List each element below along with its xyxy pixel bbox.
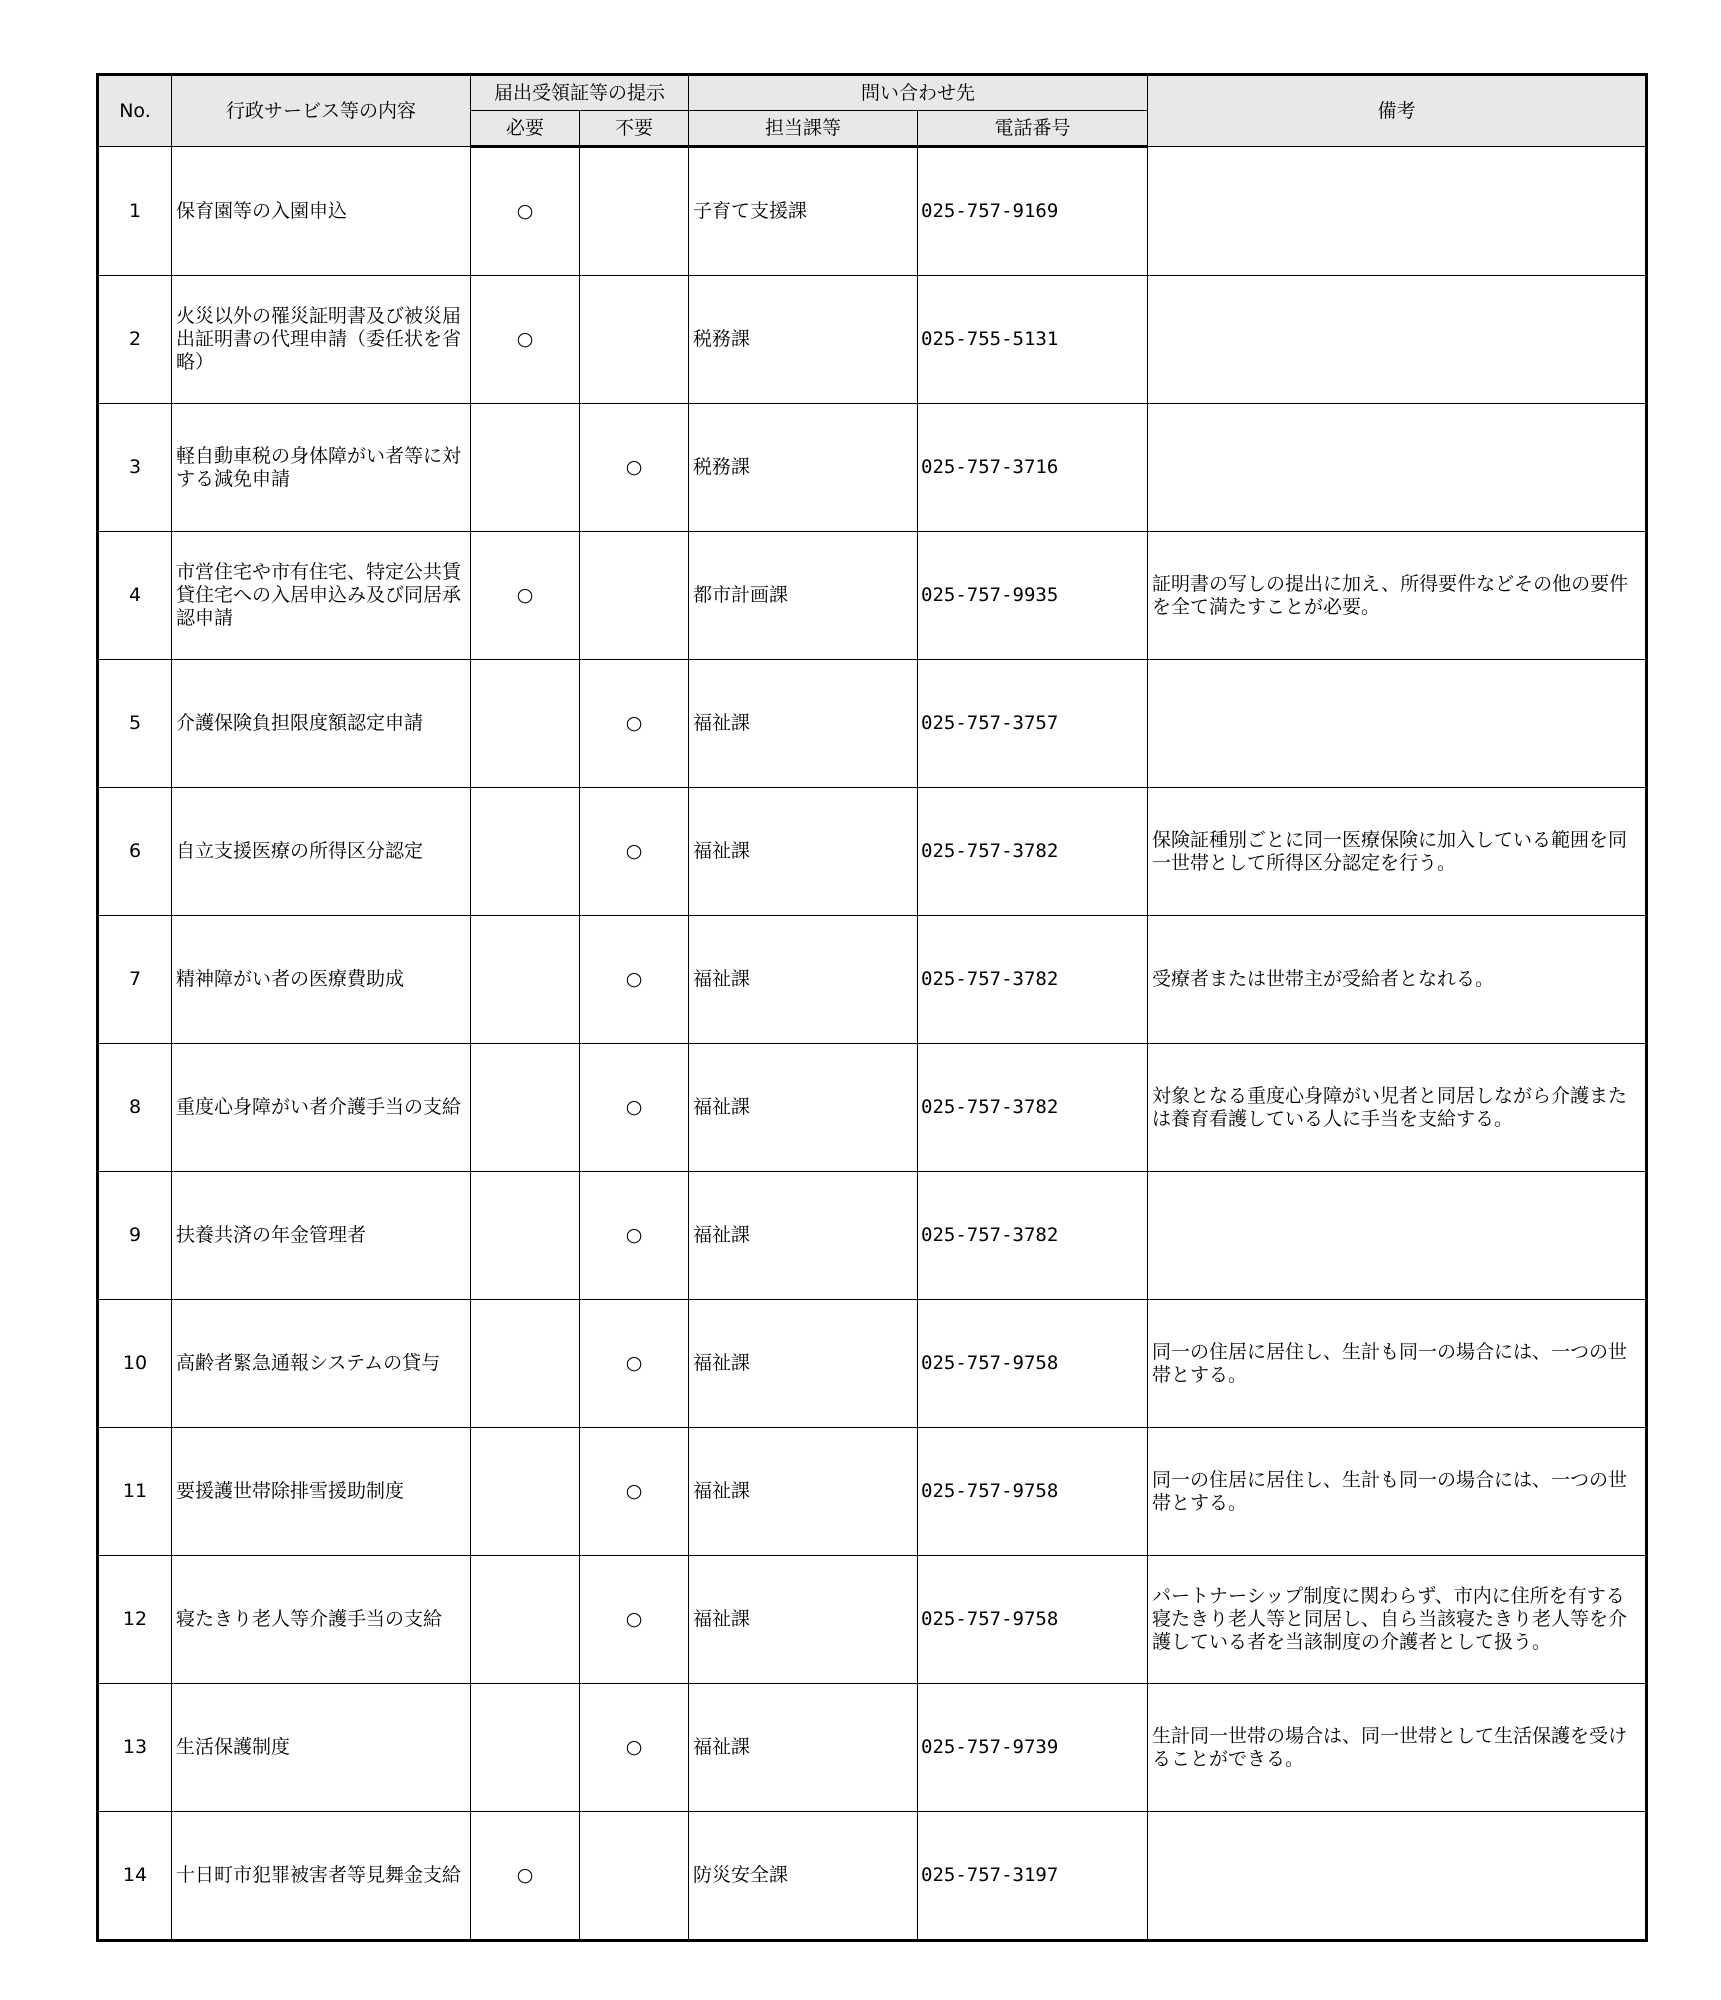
not-required-mark [580, 532, 689, 660]
phone-number: 025-757-9758 [918, 1300, 1148, 1428]
department: 福祉課 [689, 1684, 918, 1812]
not-required-mark: ○ [580, 1556, 689, 1684]
table-row [98, 1684, 1647, 1812]
remarks [1148, 404, 1647, 532]
not-required-mark: ○ [580, 404, 689, 532]
service-name: 軽自動車税の身体障がい者等に対する減免申請 [172, 404, 471, 532]
required-mark [471, 916, 580, 1044]
remarks: 証明書の写しの提出に加え、所得要件などその他の要件を全て満たすことが必要。 [1148, 532, 1647, 660]
department: 福祉課 [689, 1300, 918, 1428]
table-row [98, 276, 1647, 404]
required-mark [471, 1172, 580, 1300]
department: 子育て支援課 [689, 147, 918, 276]
not-required-mark: ○ [580, 1044, 689, 1172]
service-name: 保育園等の入園申込 [172, 147, 471, 276]
not-required-mark [580, 147, 689, 276]
required-mark [471, 1556, 580, 1684]
department: 福祉課 [689, 788, 918, 916]
required-mark: ○ [471, 532, 580, 660]
table-row [98, 1812, 1647, 1941]
remarks: 同一の住居に居住し、生計も同一の場合には、一つの世帯とする。 [1148, 1300, 1647, 1428]
phone-number: 025-757-9169 [918, 147, 1148, 276]
department: 福祉課 [689, 916, 918, 1044]
header-required: 必要 [471, 111, 580, 147]
remarks: 同一の住居に居住し、生計も同一の場合には、一つの世帯とする。 [1148, 1428, 1647, 1556]
header-department: 担当課等 [689, 111, 918, 147]
service-name: 扶養共済の年金管理者 [172, 1172, 471, 1300]
row-number: 11 [98, 1428, 172, 1556]
required-mark: ○ [471, 276, 580, 404]
phone-number: 025-757-3782 [918, 916, 1148, 1044]
phone-number: 025-755-5131 [918, 276, 1148, 404]
phone-number: 025-757-9758 [918, 1556, 1148, 1684]
row-number: 12 [98, 1556, 172, 1684]
table-row [98, 1556, 1647, 1684]
service-name: 十日町市犯罪被害者等見舞金支給 [172, 1812, 471, 1941]
row-number: 8 [98, 1044, 172, 1172]
table-row [98, 1044, 1647, 1172]
service-name: 寝たきり老人等介護手当の支給 [172, 1556, 471, 1684]
required-mark [471, 1428, 580, 1556]
remarks [1148, 1812, 1647, 1941]
table-row [98, 1300, 1647, 1428]
service-name: 精神障がい者の医療費助成 [172, 916, 471, 1044]
required-mark [471, 404, 580, 532]
row-number: 4 [98, 532, 172, 660]
phone-number: 025-757-9739 [918, 1684, 1148, 1812]
row-number: 9 [98, 1172, 172, 1300]
remarks [1148, 147, 1647, 276]
header-not-required: 不要 [580, 111, 689, 147]
not-required-mark [580, 276, 689, 404]
services-table [96, 73, 1648, 1942]
phone-number: 025-757-3782 [918, 1044, 1148, 1172]
phone-number: 025-757-3197 [918, 1812, 1148, 1941]
remarks [1148, 1172, 1647, 1300]
row-number: 5 [98, 660, 172, 788]
row-number: 2 [98, 276, 172, 404]
not-required-mark: ○ [580, 660, 689, 788]
row-number: 14 [98, 1812, 172, 1941]
not-required-mark [580, 1812, 689, 1941]
phone-number: 025-757-3782 [918, 1172, 1148, 1300]
department: 福祉課 [689, 660, 918, 788]
required-mark [471, 788, 580, 916]
service-name: 自立支援医療の所得区分認定 [172, 788, 471, 916]
header-service: 行政サービス等の内容 [172, 75, 471, 147]
table-row [98, 788, 1647, 916]
phone-number: 025-757-9935 [918, 532, 1148, 660]
row-number: 10 [98, 1300, 172, 1428]
table-row [98, 1428, 1647, 1556]
phone-number: 025-757-3757 [918, 660, 1148, 788]
table-row [98, 1172, 1647, 1300]
service-name: 生活保護制度 [172, 1684, 471, 1812]
table-row [98, 916, 1647, 1044]
department: 福祉課 [689, 1556, 918, 1684]
remarks: 保険証種別ごとに同一医療保険に加入している範囲を同一世帯として所得区分認定を行う。 [1148, 788, 1647, 916]
header-presentation: 届出受領証等の提示 [471, 75, 689, 111]
service-name: 介護保険負担限度額認定申請 [172, 660, 471, 788]
row-number: 6 [98, 788, 172, 916]
required-mark: ○ [471, 147, 580, 276]
remarks [1148, 276, 1647, 404]
phone-number: 025-757-9758 [918, 1428, 1148, 1556]
required-mark [471, 1300, 580, 1428]
not-required-mark: ○ [580, 1684, 689, 1812]
remarks [1148, 660, 1647, 788]
remarks: 生計同一世帯の場合は、同一世帯として生活保護を受けることができる。 [1148, 1684, 1647, 1812]
department: 税務課 [689, 404, 918, 532]
phone-number: 025-757-3716 [918, 404, 1148, 532]
remarks: 対象となる重度心身障がい児者と同居しながら介護または養育看護している人に手当を支給する。 [1148, 1044, 1647, 1172]
not-required-mark: ○ [580, 1428, 689, 1556]
required-mark [471, 1044, 580, 1172]
row-number: 13 [98, 1684, 172, 1812]
row-number: 1 [98, 147, 172, 276]
department: 都市計画課 [689, 532, 918, 660]
phone-number: 025-757-3782 [918, 788, 1148, 916]
required-mark: ○ [471, 1812, 580, 1941]
not-required-mark: ○ [580, 788, 689, 916]
service-name: 高齢者緊急通報システムの貸与 [172, 1300, 471, 1428]
required-mark [471, 1684, 580, 1812]
table-row [98, 404, 1647, 532]
not-required-mark: ○ [580, 916, 689, 1044]
service-name: 要援護世帯除排雪援助制度 [172, 1428, 471, 1556]
header-remarks: 備考 [1148, 75, 1647, 147]
header-phone: 電話番号 [918, 111, 1148, 147]
required-mark [471, 660, 580, 788]
not-required-mark: ○ [580, 1300, 689, 1428]
service-name: 火災以外の罹災証明書及び被災届出証明書の代理申請（委任状を省略） [172, 276, 471, 404]
row-number: 3 [98, 404, 172, 532]
header-no: No. [98, 75, 172, 147]
header-contact: 問い合わせ先 [689, 75, 1148, 111]
remarks: 受療者または世帯主が受給者となれる。 [1148, 916, 1647, 1044]
row-number: 7 [98, 916, 172, 1044]
department: 福祉課 [689, 1428, 918, 1556]
remarks: パートナーシップ制度に関わらず、市内に住所を有する寝たきり老人等と同居し、自ら当該寝たきり老人等を介護している者を当該制度の介護者として扱う。 [1148, 1556, 1647, 1684]
service-name: 重度心身障がい者介護手当の支給 [172, 1044, 471, 1172]
table-row [98, 532, 1647, 660]
department: 福祉課 [689, 1172, 918, 1300]
department: 福祉課 [689, 1044, 918, 1172]
not-required-mark: ○ [580, 1172, 689, 1300]
table-row [98, 147, 1647, 276]
service-name: 市営住宅や市有住宅、特定公共賃貸住宅への入居申込み及び同居承認申請 [172, 532, 471, 660]
table-row [98, 660, 1647, 788]
department: 防災安全課 [689, 1812, 918, 1941]
department: 税務課 [689, 276, 918, 404]
